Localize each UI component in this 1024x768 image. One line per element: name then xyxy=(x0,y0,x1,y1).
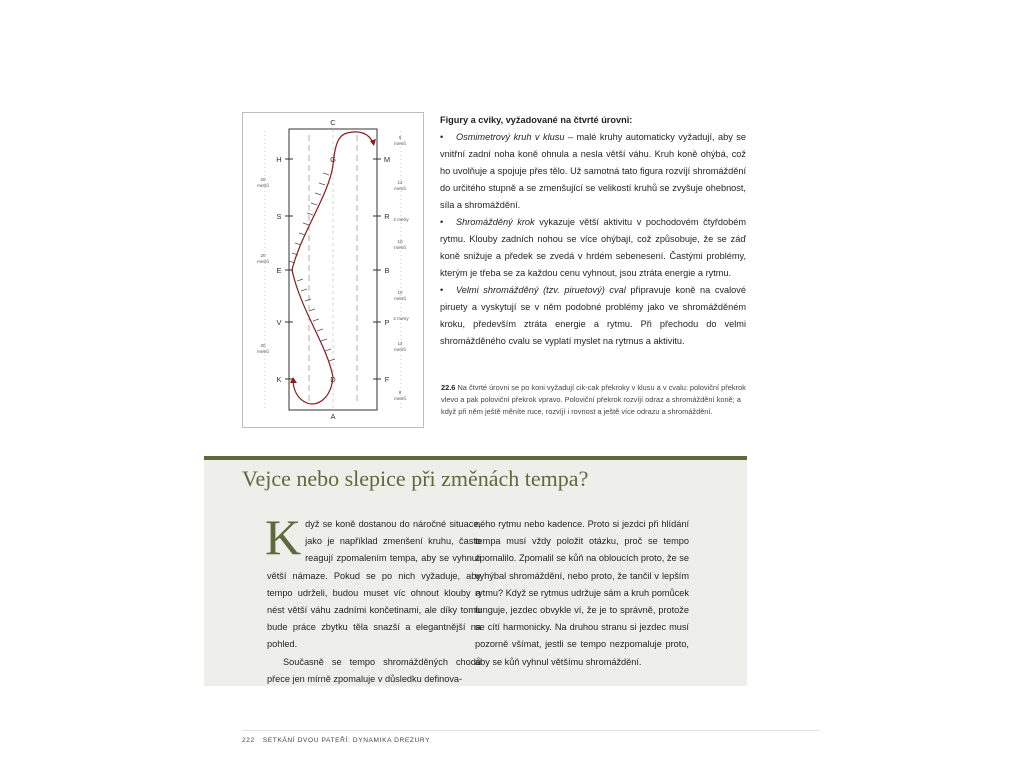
letter-k: K xyxy=(276,375,282,384)
bullet-icon: • xyxy=(440,285,444,295)
drop-cap: K xyxy=(265,509,302,565)
box-paragraph-text: dyž se koně dostanou do náročné situace, jako je například zmenšení kruhu, často reagují zpomalením tempa, aby se vyhnuli větší námaze. Pokud se po nich vyžaduje, aby tempo udrželi, budou muset víc ohnout klouby a nést větší váhu zadními končetinami, ale díky tomu bude práce zbytku těla snazší a elegantnější na pohled. xyxy=(267,519,481,650)
letter-e: E xyxy=(276,266,282,275)
bullet-item xyxy=(440,129,746,214)
figure-requirements-text xyxy=(440,113,746,350)
dim-right-2-num: 12 xyxy=(397,180,403,185)
dim-left-1-num: 20 xyxy=(260,177,266,182)
arena-diagram xyxy=(242,112,424,428)
dim-right-7-num: 12 xyxy=(397,341,403,346)
bullet-icon: • xyxy=(440,132,444,142)
letter-d: D xyxy=(330,375,336,384)
letter-h: H xyxy=(276,155,282,164)
bullet-text: připravuje koně na cvalové piruety a vyskytují se v něm podobné problémy jako ve shromážděném kroku, především ztráta energie a rytmu. Při přechodu do velmi shromážděného cvalu se vyplatí myslet na rytmus a aktivitu. xyxy=(440,285,746,346)
dim-left-3-unit: metrů xyxy=(257,349,269,354)
dim-right-3-num: 2 metry xyxy=(393,217,409,222)
letter-r: R xyxy=(384,212,390,221)
bullet-icon: • xyxy=(440,217,444,227)
section-heading: Figury a cviky, vyžadované na čtvrté úrovni: xyxy=(440,115,633,125)
letter-g: G xyxy=(330,155,336,164)
box-paragraph xyxy=(265,509,481,654)
dim-right-2-unit: metrů xyxy=(394,186,406,191)
dim-right-4-num: 10 xyxy=(397,239,403,244)
footer-rule xyxy=(242,730,820,731)
dim-right-4-unit: metrů xyxy=(394,245,406,250)
dim-right-8-num: 6 xyxy=(398,390,402,395)
box-paragraph: Současně se tempo shromážděných chodů přece jen mírně zpomaluje v důsledku definova- xyxy=(267,656,481,684)
dim-left-1-unit: metrů xyxy=(257,183,269,188)
dim-left-3-num: 20 xyxy=(260,343,266,348)
bullet-text: vykazuje větší aktivitu v pochodovém čtyřdobém rytmu. Klouby zadních nohou se více ohýbají, což způsobuje, že se záď koně snižuje a předek se zvedá v hrdém sebenesení. Častými problémy, kterým je třeba se za každou cenu vyhnout, jsou ztráta energie a rytmu. xyxy=(440,217,746,278)
letter-a: A xyxy=(330,412,336,421)
letter-p: P xyxy=(384,318,390,327)
zigzag-route xyxy=(292,132,373,404)
box-column-right xyxy=(475,516,689,671)
hoofprint-marks xyxy=(289,173,335,361)
bullet-term: Velmi shromážděný (tzv. piruetový) cval xyxy=(456,285,626,295)
box-title: Vejce nebo slepice při změnách tempa? xyxy=(242,466,589,491)
dim-right-1-unit: metrů xyxy=(394,141,406,146)
figure-caption xyxy=(441,382,747,418)
bullet-item xyxy=(440,214,746,282)
dim-right-5-unit: metrů xyxy=(394,296,406,301)
sidebar-box xyxy=(204,460,747,686)
dim-left-2-unit: metrů xyxy=(257,259,269,264)
letter-f: F xyxy=(384,375,390,384)
bullet-term: Shromážděný krok xyxy=(456,217,535,227)
arena-diagram-svg xyxy=(243,113,423,427)
dim-left-2-num: 20 xyxy=(260,253,266,258)
dim-right-7-unit: metrů xyxy=(394,347,406,352)
bullet-text: – malé kruhy automaticky vyžadují, aby se vnitřní zadní noha koně ohnula a nesla větší váhu. Kruh koně ohýbá, což ho uvolňuje a spojuje přes tělo. Už samotná tato figura rozvíjí shromáždění do určitého stupně a se zmenšující se velikostí kruhů se zvyšuje ohebnost, síla a shromáždění. xyxy=(440,132,746,210)
letter-v: V xyxy=(276,318,282,327)
caption-text: Na čtvrté úrovni se po koni vyžadují cik-cak překroky v klusu a v cvalu: poloviční překrok vlevo a pak poloviční překrok vpravo. Poloviční překrok rozvíjí odraz a shromáždění koně; a když při něm ještě měníte ruce, rozvíjí i rovnost a ještě více odrazu a shromáždění. xyxy=(441,383,746,416)
letter-c: C xyxy=(330,118,336,127)
page-number: 222 xyxy=(242,737,255,744)
bullet-term: Osmimetrový kruh v klusu xyxy=(456,132,565,142)
dim-right-8-unit: metrů xyxy=(394,396,406,401)
bullet-item xyxy=(440,282,746,350)
letter-m: M xyxy=(383,155,391,164)
running-title: SETKÁNÍ DVOU PATEŘÍ: DYNAMIKA DREZURY xyxy=(262,737,431,744)
box-column-left xyxy=(265,509,481,688)
dim-right-5-num: 10 xyxy=(397,290,403,295)
dim-right-1-num: 6 xyxy=(398,135,402,140)
box-paragraph: ného rytmu nebo kadence. Proto si jezdci při hlídání tempa musí vždy položit otázku, proč se tempo zpomalilo. Zpomalil se kůň na obloucích proto, že se vyhýbal shromáždění, nebo proto, že tančil v lepším rytmu? Když se rytmus udržuje sám a kruh pomůcek funguje, jezdec obvykle ví, že je to správně, protože se cítí harmonicky. Na druhou stranu si jezdec musí pozorně všímat, jestli se tempo nezpomaluje proto, aby se kůň vyhnul většímu shromáždění. xyxy=(475,519,689,667)
letter-s: S xyxy=(276,212,282,221)
letter-b: B xyxy=(384,266,390,275)
page-footer xyxy=(242,737,430,744)
caption-number: 22.6 xyxy=(441,383,456,392)
dim-right-6-num: 2 metry xyxy=(393,316,409,321)
